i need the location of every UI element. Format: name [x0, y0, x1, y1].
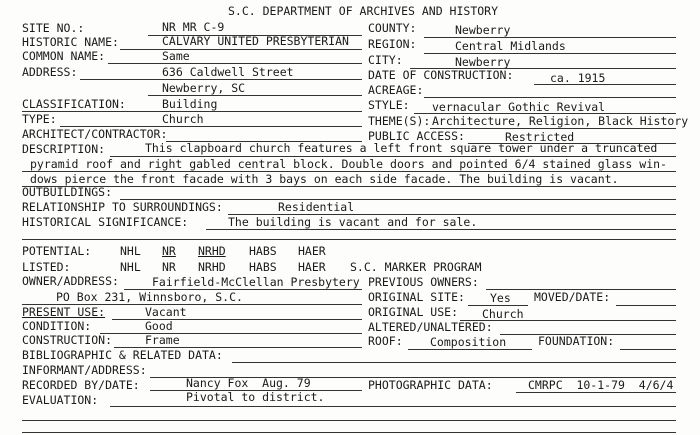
date-value: ca. 1915	[550, 71, 606, 85]
listed-habs: HABS	[249, 260, 277, 274]
condition-value: Good	[145, 319, 173, 333]
photographic-line	[516, 392, 676, 393]
present-use-label: PRESENT USE:	[22, 305, 106, 319]
architect-label: ARCHITECT/CONTRACTOR:	[22, 127, 168, 141]
owner-name: Fairfield-McClellan Presbytery	[152, 275, 360, 289]
historic-name-value: CALVARY UNITED PRESBYTERIAN	[162, 34, 349, 48]
style-label: STYLE:	[368, 98, 410, 112]
region-label: REGION:	[368, 37, 417, 51]
evaluation-label: EVALUATION:	[22, 393, 99, 407]
construction-value: Frame	[145, 333, 180, 347]
style-value: vernacular Gothic Revival	[432, 100, 606, 114]
description-label: DESCRIPTION:	[22, 142, 106, 156]
potential-haer: HAER	[298, 244, 326, 258]
marker-program-label: S.C. MARKER PROGRAM	[350, 260, 482, 274]
region-line	[424, 53, 676, 54]
roof-value: Composition	[430, 335, 507, 349]
potential-nhl: NHL	[120, 244, 141, 258]
potential-habs: HABS	[249, 244, 277, 258]
significance-label: HISTORICAL SIGNIFICANCE:	[22, 215, 189, 229]
section-divider	[22, 239, 676, 240]
classification-value: Building	[162, 97, 218, 111]
moved-date-label: MOVED/DATE:	[534, 290, 611, 304]
present-use-value: Vacant	[145, 305, 187, 319]
extra-line-2	[22, 432, 676, 433]
original-site-value: Yes	[490, 291, 511, 305]
owner-address: PO Box 231, Winnsboro, S.C.	[56, 290, 243, 304]
themes-line	[430, 128, 676, 129]
public-access-value: Restricted	[505, 130, 575, 144]
historic-name-label: HISTORIC NAME:	[22, 35, 119, 49]
city-label: CITY:	[368, 53, 403, 67]
listed-nhl: NHL	[120, 260, 141, 274]
site-no-label: SITE NO.:	[22, 21, 85, 35]
altered-label: ALTERED/UNALTERED:	[368, 320, 493, 334]
significance-value: The building is vacant and for sale.	[228, 215, 478, 229]
common-name-label: COMMON NAME:	[22, 49, 106, 63]
foundation-label: FOUNDATION:	[538, 334, 615, 348]
original-site-label: ORIGINAL SITE:	[368, 290, 465, 304]
construction-label: CONSTRUCTION:	[22, 333, 113, 347]
county-line	[424, 37, 676, 38]
potential-nr: NR	[162, 244, 176, 258]
address-line1-rule	[80, 79, 362, 80]
type-label: TYPE:	[22, 112, 57, 126]
bibliographic-line	[232, 362, 676, 363]
site-no-value: NR MR C-9	[162, 20, 225, 34]
address-label: ADDRESS:	[22, 65, 78, 79]
bibliographic-label: BIBLIOGRAPHIC & RELATED DATA:	[22, 348, 223, 362]
acreage-line	[424, 97, 676, 98]
roof-label: ROOF:	[368, 334, 403, 348]
previous-owners-label: PREVIOUS OWNERS:	[368, 275, 479, 289]
type-value: Church	[162, 112, 204, 126]
potential-nrhd: NRHD	[198, 244, 226, 258]
description-line2: pyramid roof and right gabled central block. Double doors and pointed 6/4 stained glass win-	[30, 157, 667, 171]
listed-haer: HAER	[298, 260, 326, 274]
county-value: Newberry	[455, 23, 511, 37]
informant-label: INFORMANT/ADDRESS:	[22, 363, 147, 377]
original-use-label: ORIGINAL USE:	[368, 305, 459, 319]
public-access-label: PUBLIC ACCESS:	[368, 129, 465, 143]
common-name-value: Same	[162, 49, 190, 63]
listed-nrhd: NRHD	[198, 260, 226, 274]
moved-date-line	[616, 305, 676, 306]
evaluation-value: Pivotal to district.	[186, 390, 325, 404]
page-title: S.C. DEPARTMENT OF ARCHIVES AND HISTORY	[228, 4, 499, 18]
photographic-label: PHOTOGRAPHIC DATA:	[368, 378, 493, 392]
description-line3: dows pierce the front facade with 3 bays on each side facade. The building is vacant.	[30, 172, 619, 186]
original-site-line	[468, 305, 528, 306]
date-label: DATE OF CONSTRUCTION:	[368, 68, 514, 82]
listed-nr: NR	[162, 260, 176, 274]
recorded-label: RECORDED BY/DATE:	[22, 378, 140, 392]
common-name-line	[108, 63, 362, 64]
region-value: Central Midlands	[455, 39, 566, 53]
address-line2-rule	[148, 95, 362, 96]
roof-line	[408, 349, 532, 350]
outbuildings-label: OUTBUILDINGS:	[22, 185, 113, 199]
owner-label: OWNER/ADDRESS:	[22, 274, 119, 288]
historic-name-line	[120, 49, 362, 50]
photographic-value: CMRPC 10-1-79 4/6/4	[528, 378, 674, 392]
condition-label: CONDITION:	[22, 319, 92, 333]
listed-label: LISTED:	[22, 260, 71, 274]
relationship-value: Residential	[278, 200, 355, 214]
significance-line	[206, 229, 676, 230]
original-use-value: Church	[482, 307, 524, 321]
description-line1: This clapboard church features a left front square tower under a truncated	[145, 141, 658, 155]
themes-value: Architecture, Religion, Black History	[432, 114, 689, 128]
relationship-label: RELATIONSHIP TO SURROUNDINGS:	[22, 200, 223, 214]
address-line1: 636 Caldwell Street	[162, 65, 294, 79]
city-value: Newberry	[455, 55, 511, 69]
date-line	[534, 84, 676, 85]
themes-label: THEME(S):	[368, 114, 431, 128]
address-line2: Newberry, SC	[162, 81, 246, 95]
county-label: COUNTY:	[368, 21, 417, 35]
acreage-label: ACREAGE:	[368, 83, 424, 97]
condition-line	[100, 333, 362, 334]
evaluation-line	[110, 406, 676, 407]
foundation-line	[620, 349, 676, 350]
classification-label: CLASSIFICATION:	[22, 97, 126, 111]
recorded-value: Nancy Fox Aug. 79	[186, 376, 311, 390]
extra-line-1	[22, 420, 676, 421]
potential-label: POTENTIAL:	[22, 244, 92, 258]
description-rule3	[22, 186, 676, 187]
